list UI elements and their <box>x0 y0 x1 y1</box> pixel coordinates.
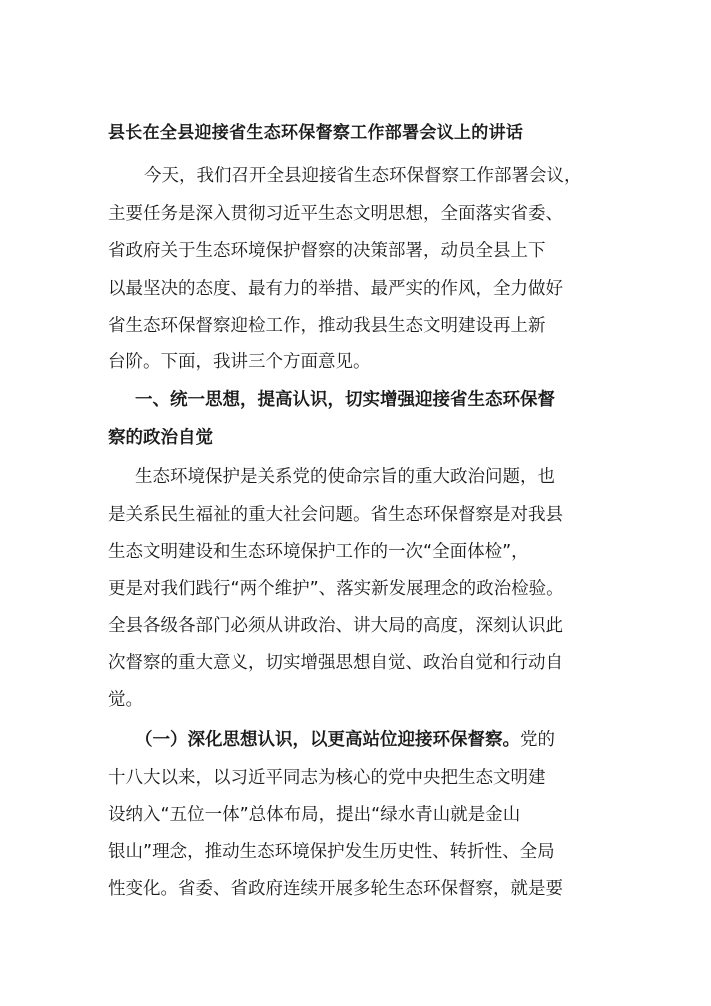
subsection1-lead: （一）深化思想认识，以更高站位迎接环保督察。 <box>135 730 520 750</box>
subsection1-first-line <box>135 729 555 751</box>
section1-body-line-2: 是关系民生福祉的重大社会问题。省生态环保督察是对我县 <box>108 505 563 525</box>
section1-body-line-6: 次督察的重大意义，切实增强思想自觉、政治自觉和行动自 <box>108 653 563 673</box>
intro-line-2: 主要任务是深入贯彻习近平生态文明思想，全面落实省委、 <box>108 204 563 224</box>
intro-line-5: 省生态环保督察迎检工作，推动我县生态文明建设再上新 <box>108 316 546 336</box>
subsection1-line-2: 十八大以来，以习近平同志为核心的党中央把生态文明建 <box>108 768 546 788</box>
intro-line-3: 省政府关于生态环境保护督察的决策部署，动员全县上下 <box>108 241 546 261</box>
subsection1-line-4: 银山”理念，推动生态环境保护发生历史性、转折性、全局 <box>108 842 555 862</box>
subsection1-line-5: 性变化。省委、省政府连续开展多轮生态环保督察，就是要 <box>108 879 563 899</box>
intro-line-4: 以最坚决的态度、最有力的举措、最严实的作风，全力做好 <box>108 279 563 299</box>
section1-body-line-3: 生态文明建设和生态环境保护工作的一次“全面体检”， <box>108 542 529 562</box>
section1-heading-line-2: 察的政治自觉 <box>108 428 213 448</box>
subsection1-line-3: 设纳入“五位一体”总体布局，提出“绿水青山就是金山 <box>108 805 521 825</box>
document-title: 县长在全县迎接省生态环保督察工作部署会议上的讲话 <box>108 123 524 143</box>
section1-body-line-4: 更是对我们践行“两个维护”、落实新发展理念的政治检验。 <box>108 579 564 599</box>
subsection1-first-tail: 党的 <box>520 730 555 750</box>
intro-line-1: 今天，我们召开全县迎接省生态环保督察工作部署会议， <box>144 166 582 186</box>
intro-line-6: 台阶。下面，我讲三个方面意见。 <box>108 352 371 372</box>
section1-heading-line-1: 一、统一思想，提高认识，切实增强迎接省生态环保督 <box>135 390 555 410</box>
section1-body-line-7: 觉。 <box>108 690 143 710</box>
section1-body-line-1: 生态环境保护是关系党的使命宗旨的重大政治问题，也 <box>135 467 555 487</box>
section1-body-line-5: 全县各级各部门必须从讲政治、讲大局的高度，深刻认识此 <box>108 616 563 636</box>
